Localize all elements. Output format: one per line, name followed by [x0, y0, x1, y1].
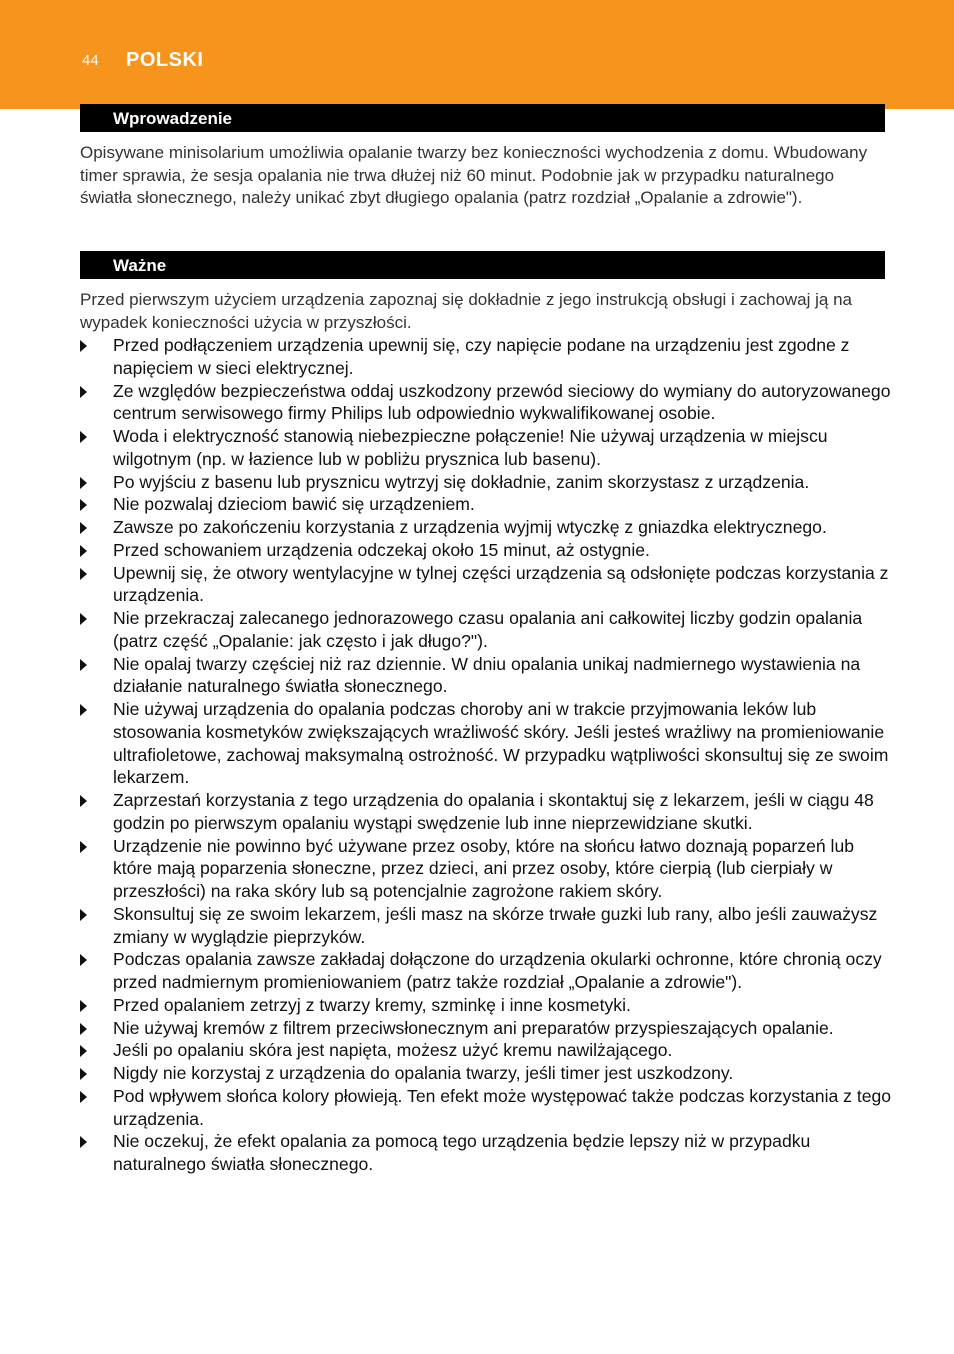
list-item — [80, 471, 892, 494]
list-item — [80, 380, 892, 426]
bullet-icon — [80, 1000, 87, 1012]
list-item-text: Nie używaj urządzenia do opalania podczas choroby ani w trakcie przyjmowania leków lub stosowania kosmetyków zwiększających wrażliwość skóry. Jeśli jesteś wrażliwy na promieniowanie ultrafioletowe, zachowaj maksymalną ostrożność. W przypadku wątpliwości skonsultuj się ze swoim lekarzem. — [113, 699, 889, 788]
bullet-icon — [80, 1136, 87, 1148]
list-item-text: Przed podłączeniem urządzenia upewnij się, czy napięcie podane na urządzeniu jest zgodne z napięciem w sieci elektrycznej. — [113, 335, 850, 378]
list-item-text: Urządzenie nie powinno być używane przez osoby, które na słońcu łatwo doznają poparzeń lub które mają poparzenia słoneczne, przez dzieci, ani przez osoby, które cierpią (lub cierpiały w przeszłości) na raka skóry lub są potencjalnie zagrożone rakiem skóry. — [113, 835, 855, 901]
list-item — [80, 1039, 892, 1062]
list-item-text: Upewnij się, że otwory wentylacyjne w tylnej części urządzenia są odsłonięte podczas korzystania z urządzenia. — [113, 562, 889, 606]
list-item — [80, 789, 892, 835]
list-item-text: Przed opalaniem zetrzyj z twarzy kremy, szminkę i inne kosmetyki. — [113, 994, 631, 1015]
bullet-icon — [80, 1023, 87, 1035]
page-number: 44 — [82, 52, 99, 69]
list-item — [80, 994, 892, 1017]
list-item — [80, 835, 892, 903]
bullet-icon — [80, 704, 87, 716]
bullet-icon — [80, 386, 87, 398]
list-item — [80, 903, 892, 949]
list-item — [80, 1130, 892, 1176]
bullet-icon — [80, 431, 87, 443]
list-item — [80, 493, 892, 516]
bullet-icon — [80, 568, 87, 580]
list-item — [80, 1085, 892, 1131]
list-item-text: Nie używaj kremów z filtrem przeciwsłonecznym ani preparatów przyspieszających opalanie. — [113, 1017, 834, 1038]
list-item-text: Nie przekraczaj zalecanego jednorazowego czasu opalania ani całkowitej liczby godzin opalania (patrz część „Opalanie: jak często i jak długo?"). — [113, 608, 863, 651]
section-title-intro: Wprowadzenie — [113, 109, 233, 128]
list-item-text: Skonsultuj się ze swoim lekarzem, jeśli masz na skórze trwałe guzki lub rany, albo jeśli zauważysz zmiany w wyglądzie pieprzyków. — [113, 903, 878, 947]
list-item-text: Nie oczekuj, że efekt opalania za pomocą tego urządzenia będzie lepszy niż w przypadku naturalnego światła słonecznego. — [113, 1131, 811, 1174]
list-item — [80, 698, 892, 789]
header-band — [0, 0, 954, 109]
bullet-icon — [80, 909, 87, 921]
language-title: POLSKI — [126, 49, 204, 71]
list-item-text: Zawsze po zakończeniu korzystania z urządzenia wyjmij wtyczkę z gniazdka elektrycznego. — [113, 517, 827, 537]
bullet-icon — [80, 477, 87, 489]
list-item-text: Ze względów bezpieczeństwa oddaj uszkodzony przewód sieciowy do wymiany do autoryzowanego centrum serwisowego firmy Philips lub odpowiednio wykwalifikowanej osobie. — [113, 380, 891, 424]
important-intro-paragraph: Przed pierwszym użyciem urządzenia zapoznaj się dokładnie z jego instrukcją obsługi i zachowaj ją na wypadek konieczności użycia w przyszłości. — [80, 290, 852, 332]
intro-paragraph: Opisywane minisolarium umożliwia opalanie twarzy bez konieczności wychodzenia z domu. Wbudowany timer sprawia, że sesja opalania nie trwa dłużej niż 60 minut. Podobnie jak w przypadku naturalnego światła słonecznego, należy unikać zbyt długiego opalania (patrz rozdział „Opalanie a zdrowie"). — [80, 143, 868, 208]
list-item-text: Nie opalaj twarzy częściej niż raz dziennie. W dniu opalania unikaj nadmiernego wystawienia na działanie naturalnego światła słonecznego. — [113, 653, 861, 697]
list-item-text: Po wyjściu z basenu lub prysznicu wytrzyj się dokładnie, zanim skorzystasz z urządzenia. — [113, 471, 810, 492]
list-item — [80, 1017, 892, 1040]
list-item-text: Podczas opalania zawsze zakładaj dołączone do urządzenia okularki ochronne, które chronią oczy przed nadmiernym promieniowaniem (patrz także rozdział „Opalanie a zdrowie"). — [113, 949, 882, 992]
section-heading-important — [80, 251, 885, 279]
list-item — [80, 562, 892, 608]
list-item — [80, 425, 892, 471]
list-item-text: Woda i elektryczność stanowią niebezpieczne połączenie! Nie używaj urządzenia w miejscu wilgotnym (np. w łazience lub w pobliżu prysznica lub basenu). — [113, 426, 828, 469]
bullet-icon — [80, 795, 87, 807]
list-item-text: Zaprzestań korzystania z tego urządzenia do opalania i skontaktuj się z lekarzem, jeśli w ciągu 48 godzin po pierwszym opalaniu wystąpi swędzenie lub inne nieprzewidziane skutki. — [113, 790, 874, 833]
bullet-icon — [80, 659, 87, 671]
warning-list — [80, 334, 892, 1176]
bullet-icon — [80, 340, 87, 352]
list-item-text: Jeśli po opalaniu skóra jest napięta, możesz użyć kremu nawilżającego. — [113, 1040, 673, 1061]
section-title-important: Ważne — [113, 256, 167, 275]
list-item-text: Nigdy nie korzystaj z urządzenia do opalania twarzy, jeśli timer jest uszkodzony. — [113, 1063, 734, 1083]
list-item — [80, 607, 892, 653]
list-item — [80, 653, 892, 699]
bullet-icon — [80, 954, 87, 966]
bullet-icon — [80, 1091, 87, 1103]
bullet-icon — [80, 522, 87, 534]
bullet-icon — [80, 1068, 87, 1080]
list-item-text: Nie pozwalaj dzieciom bawić się urządzeniem. — [113, 494, 475, 515]
section-heading-intro — [80, 104, 885, 132]
list-item — [80, 1062, 892, 1085]
list-item — [80, 516, 892, 539]
bullet-icon — [80, 545, 87, 557]
list-item — [80, 334, 892, 380]
bullet-icon — [80, 499, 87, 511]
bullet-icon — [80, 613, 87, 625]
list-item — [80, 948, 892, 994]
list-item-text: Przed schowaniem urządzenia odczekaj około 15 minut, aż ostygnie. — [113, 539, 650, 560]
bullet-icon — [80, 1045, 87, 1057]
bullet-icon — [80, 841, 87, 853]
list-item — [80, 539, 892, 562]
list-item-text: Pod wpływem słońca kolory płowieją. Ten efekt może występować także podczas korzystania z tego urządzenia. — [113, 1085, 892, 1129]
